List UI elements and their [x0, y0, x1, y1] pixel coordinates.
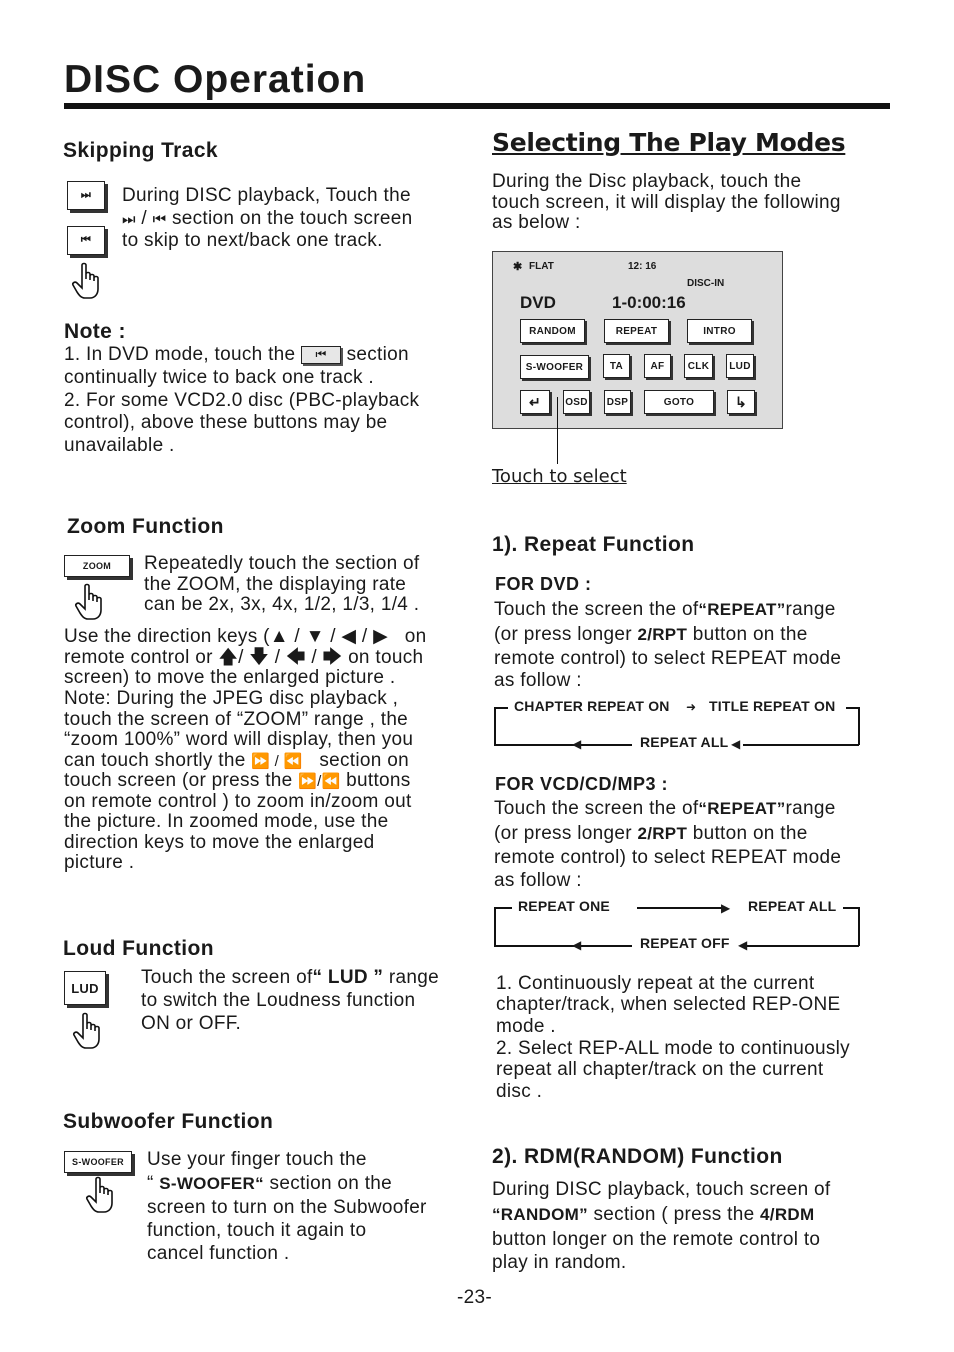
skipping-heading: Skipping Track — [63, 139, 218, 162]
prev-icon: ⏮ — [152, 211, 167, 228]
zoom-line-7b: section on — [319, 750, 409, 771]
play-modes-heading: Selecting The Play Modes — [492, 128, 846, 157]
dvd-text-1b: “REPEAT” — [698, 600, 786, 619]
dvd-text-1c: range — [785, 599, 836, 620]
repeat-all-label: REPEAT ALL — [640, 734, 729, 750]
rdm-line-2c: 4/RDM — [760, 1205, 815, 1224]
zoom-line-2b: on touch — [348, 647, 424, 668]
subwoofer-line-4: function, touch it again to — [147, 1220, 367, 1241]
zoom-line-8a: touch screen (or press the — [64, 770, 293, 791]
lud-button[interactable]: LUD — [726, 354, 754, 378]
rdm-line-1: During DISC playback, touch screen of — [492, 1179, 831, 1200]
repeat-note-2: chapter/track, when selected REP-ONE — [496, 994, 841, 1015]
note-line-4: control), above these buttons may be — [64, 412, 388, 433]
zoom-p3-line-3: direction keys to move the enlarged — [64, 832, 375, 853]
ff-rew-icon: ⏩/⏪ — [298, 773, 341, 790]
arrow-left-icon: ◀ — [572, 938, 582, 952]
repeat-all-label: REPEAT ALL — [748, 898, 837, 914]
direction-arrows-icon: ▲ / ▼ / ◀ / ▶ — [269, 626, 388, 647]
zoom-line-1a: Use the direction keys ( — [64, 626, 270, 647]
repeat-note-5: repeat all chapter/track on the current — [496, 1059, 824, 1080]
lud-button-icon: LUD — [64, 971, 106, 1005]
note-line-1a: 1. In DVD mode, touch the — [64, 344, 296, 365]
touch-to-select-caption: Touch to select — [492, 466, 627, 487]
dvd-text-4: as follow : — [494, 670, 582, 691]
hand-pointer-icon — [73, 583, 107, 621]
play-modes-intro-1: During the Disc playback, touch the — [492, 171, 802, 192]
s-woofer-button[interactable]: S-WOOFER — [520, 355, 589, 379]
zoom-p3-line-1: on remote control ) to zoom in/zoom out — [64, 791, 412, 812]
intro-button[interactable]: INTRO — [687, 319, 752, 343]
source-label: DVD — [520, 293, 556, 312]
prev-track-button-icon: ⏮ — [67, 226, 105, 255]
title-repeat-on-label: TITLE REPEAT ON — [709, 698, 836, 714]
vcd-text-3: remote control) to select REPEAT mode — [494, 847, 842, 868]
note-line-1b: section — [346, 344, 409, 365]
subwoofer-line-3: screen to turn on the Subwoofer — [147, 1197, 427, 1218]
repeat-note-6: disc . — [496, 1081, 543, 1102]
arrow-left-icon: ◀ — [738, 938, 748, 952]
caption-pointer-line — [557, 397, 558, 464]
subwoofer-line-5: cancel function . — [147, 1243, 290, 1264]
clock-label: 12: 16 — [628, 261, 657, 272]
vcd-text-2a: (or press longer — [494, 823, 632, 844]
dvd-label: FOR DVD : — [495, 574, 592, 594]
rdm-line-4: play in random. — [492, 1252, 627, 1273]
zoom-line-2a: remote control or — [64, 647, 213, 668]
play-modes-intro-2: touch screen, it will display the following — [492, 192, 841, 213]
zoom-p3-line-4: picture . — [64, 852, 135, 873]
note-line-5: unavailable . — [64, 435, 175, 456]
zoom-line-8b: buttons — [346, 770, 411, 791]
dvd-text-1a: Touch the screen the of — [494, 599, 699, 620]
arrow-right-icon: ➜ — [686, 700, 697, 714]
s-woofer-button-icon: S-WOOFER — [64, 1151, 132, 1173]
touch-screen-display — [492, 251, 783, 429]
eq-label: FLAT — [529, 261, 554, 272]
arrow-right-icon: ▶ — [721, 901, 731, 915]
zoom-line-1b: on — [404, 626, 427, 647]
zoom-p1-line-1: Repeatedly touch the section of — [144, 553, 420, 574]
loud-heading: Loud Function — [63, 937, 214, 960]
arrow-left-icon: ◀ — [731, 737, 741, 751]
disc-in-label: DISC-IN — [687, 278, 725, 289]
subwoofer-line-2a: “ — [147, 1173, 154, 1194]
return-icon[interactable]: ↵ — [520, 390, 550, 414]
zoom-p2-line-4: “zoom 100%” word will display, then you — [64, 729, 414, 750]
osd-button[interactable]: OSD — [563, 390, 590, 414]
hand-pointer-icon — [71, 1012, 105, 1050]
zoom-p2-line-3: touch the screen of “ZOOM” range , the — [64, 709, 409, 730]
goto-button[interactable]: GOTO — [644, 390, 714, 414]
subwoofer-line-1: Use your finger touch the — [147, 1149, 367, 1170]
clk-button[interactable]: CLK — [684, 354, 713, 378]
vcd-text-2b: 2/RPT — [637, 824, 688, 843]
chapter-repeat-on-label: CHAPTER REPEAT ON — [514, 698, 670, 714]
repeat-note-3: mode . — [496, 1016, 556, 1037]
dvd-text-3: remote control) to select REPEAT mode — [494, 648, 842, 669]
loud-line-1b: “ LUD ” — [312, 967, 384, 988]
zoom-heading: Zoom Function — [67, 515, 224, 538]
note-heading: Note : — [64, 320, 126, 343]
random-button[interactable]: RANDOM — [520, 319, 585, 343]
vcd-text-1a: Touch the screen the of — [494, 798, 699, 819]
ta-button[interactable]: TA — [603, 354, 630, 378]
play-modes-intro-3: as below : — [492, 212, 581, 233]
skipping-line-3: to skip to next/back one track. — [122, 230, 383, 251]
repeat-off-label: REPEAT OFF — [640, 935, 730, 951]
vcd-text-2c: button on the — [692, 823, 808, 844]
repeat-note-4: 2. Select REP-ALL mode to continuously — [496, 1038, 850, 1059]
rdm-line-2a: “RANDOM” — [492, 1205, 588, 1224]
zoom-p1-line-3: can be 2x, 3x, 4x, 1/2, 1/3, 1/4 . — [144, 594, 420, 615]
loud-line-1c: range — [388, 967, 439, 988]
subwoofer-line-2b: S-WOOFER“ — [159, 1174, 264, 1193]
next-icon: ⏭ — [122, 211, 136, 228]
vcd-label: FOR VCD/CD/MP3 : — [495, 774, 669, 794]
skipping-line-1: During DISC playback, Touch the — [122, 185, 411, 206]
loud-line-3: ON or OFF. — [141, 1013, 242, 1034]
loud-line-2: to switch the Loudness function — [141, 990, 416, 1011]
zoom-p2-line-2: Note: During the JPEG disc playback , — [64, 688, 399, 709]
repeat-note-1: 1. Continuously repeat at the current — [496, 973, 815, 994]
repeat-button[interactable]: REPEAT — [604, 319, 669, 343]
rdm-heading: 2). RDM(RANDOM) Function — [492, 1145, 783, 1168]
zoom-button-icon: ZOOM — [64, 555, 130, 577]
title-rule — [64, 103, 890, 109]
zoom-p2-line-1: screen) to move the enlarged picture . — [64, 667, 396, 688]
repeat-one-label: REPEAT ONE — [518, 898, 610, 914]
rdm-line-3: button longer on the remote control to — [492, 1229, 821, 1250]
skipping-line-2: section on the touch screen — [171, 208, 413, 229]
repeat-heading: 1). Repeat Function — [492, 533, 695, 556]
dvd-text-2b: 2/RPT — [637, 625, 688, 644]
track-time-label: 1-0:00:16 — [612, 293, 686, 312]
hand-pointer-icon — [70, 262, 104, 300]
dvd-text-2c: button on the — [692, 624, 808, 645]
next-track-button-icon: ⏭ — [67, 181, 105, 210]
dsp-button[interactable]: DSP — [604, 390, 631, 414]
zoom-p1-line-2: the ZOOM, the displaying rate — [144, 574, 407, 595]
rdm-line-2b: section ( press the — [593, 1204, 755, 1225]
zoom-p3-line-2: the picture. In zoomed mode, use the — [64, 811, 389, 832]
enter-icon[interactable]: ↳ — [727, 390, 755, 414]
vcd-text-4: as follow : — [494, 870, 582, 891]
page-number: -23- — [457, 1287, 492, 1308]
subwoofer-heading: Subwoofer Function — [63, 1110, 274, 1133]
dvd-text-2a: (or press longer — [494, 624, 632, 645]
bluetooth-icon: ✱ — [513, 261, 523, 273]
prev-button-inline-icon: ⏮ — [301, 346, 341, 364]
arrow-left-icon: ◀ — [572, 737, 582, 751]
zoom-line-7a: can touch shortly the — [64, 750, 246, 771]
subwoofer-line-2c: section on the — [269, 1173, 393, 1194]
af-button[interactable]: AF — [644, 354, 671, 378]
ff-rew-icon: ⏩ / ⏪ — [251, 753, 303, 770]
vcd-text-1c: range — [785, 798, 836, 819]
vcd-text-1b: “REPEAT” — [698, 799, 786, 818]
hand-pointer-icon — [84, 1176, 118, 1214]
touch-arrows-icon: 🡅/ 🡇 / 🡄 / 🡆 — [218, 647, 343, 668]
note-line-2: continually twice to back one track . — [64, 367, 374, 388]
page-title: DISC Operation — [64, 58, 367, 101]
loud-line-1a: Touch the screen of — [141, 967, 313, 988]
note-line-3: 2. For some VCD2.0 disc (PBC-playback — [64, 390, 420, 411]
